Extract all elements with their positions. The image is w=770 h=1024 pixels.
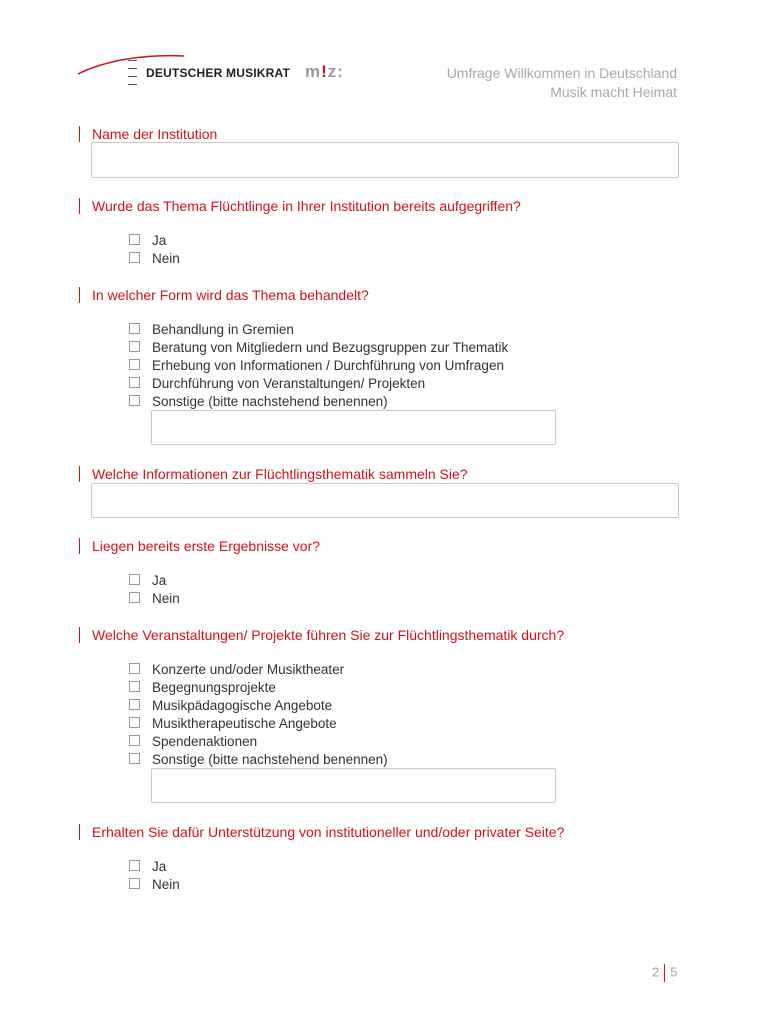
checkbox[interactable] xyxy=(129,377,140,388)
other-form-field[interactable] xyxy=(151,410,556,445)
option-item[interactable]: Musikpädagogische Angebote xyxy=(129,697,332,715)
institution-name-field[interactable] xyxy=(91,142,679,178)
org-name: DEUTSCHER MUSIKRAT xyxy=(146,66,291,80)
option-item[interactable]: Ja xyxy=(129,572,166,590)
checkbox[interactable] xyxy=(129,717,140,728)
survey-heading xyxy=(447,64,677,102)
checkbox[interactable] xyxy=(129,574,140,585)
option-item[interactable]: Spendenaktionen xyxy=(129,733,257,751)
question-title: In welcher Form wird das Thema behandelt? xyxy=(79,287,369,303)
survey-title: Umfrage Willkommen in Deutschland xyxy=(446,65,677,81)
question-title: Liegen bereits erste Ergebnisse vor? xyxy=(79,538,320,554)
musikrat-logo-bars xyxy=(128,60,138,92)
option-item[interactable]: Sonstige (bitte nachstehend benennen) xyxy=(129,751,388,769)
miz-logo: m!z: xyxy=(305,62,344,81)
page-number: 2 5 xyxy=(652,964,677,982)
checkbox[interactable] xyxy=(129,860,140,871)
option-item[interactable]: Begegnungsprojekte xyxy=(129,679,276,697)
checkbox[interactable] xyxy=(129,252,140,263)
checkbox[interactable] xyxy=(129,681,140,692)
checkbox[interactable] xyxy=(129,735,140,746)
question-title: Welche Veranstaltungen/ Projekte führen Sie zur Flüchtlingsthematik durch? xyxy=(79,627,564,643)
option-item[interactable]: Erhebung von Informationen / Durchführung von Umfragen xyxy=(129,357,504,375)
checkbox[interactable] xyxy=(129,359,140,370)
checkbox[interactable] xyxy=(129,395,140,406)
question-title: Welche Informationen zur Flüchtlingsthematik sammeln Sie? xyxy=(79,466,468,482)
checkbox[interactable] xyxy=(129,878,140,889)
page-separator xyxy=(664,964,665,982)
question-title: Name der Institution xyxy=(79,126,217,142)
page-header xyxy=(0,0,770,110)
checkbox[interactable] xyxy=(129,753,140,764)
option-item[interactable]: Ja xyxy=(129,858,166,876)
question-title: Erhalten Sie dafür Unterstützung von institutioneller und/oder privater Seite? xyxy=(79,824,564,840)
option-item[interactable]: Ja xyxy=(129,232,166,250)
option-item[interactable]: Durchführung von Veranstaltungen/ Projekten xyxy=(129,375,425,393)
information-field[interactable] xyxy=(91,483,679,518)
option-item[interactable]: Sonstige (bitte nachstehend benennen) xyxy=(129,393,388,411)
checkbox[interactable] xyxy=(129,341,140,352)
option-item[interactable]: Nein xyxy=(129,250,180,268)
survey-subtitle: Musik macht Heimat xyxy=(550,84,677,100)
checkbox[interactable] xyxy=(129,234,140,245)
checkbox[interactable] xyxy=(129,323,140,334)
checkbox[interactable] xyxy=(129,699,140,710)
question-title: Wurde das Thema Flüchtlinge in Ihrer Institution bereits aufgegriffen? xyxy=(79,198,521,214)
checkbox[interactable] xyxy=(129,663,140,674)
option-item[interactable]: Behandlung in Gremien xyxy=(129,321,294,339)
option-item[interactable]: Nein xyxy=(129,590,180,608)
option-item[interactable]: Konzerte und/oder Musiktheater xyxy=(129,661,344,679)
option-item[interactable]: Beratung von Mitgliedern und Bezugsgruppen zur Thematik xyxy=(129,339,508,357)
option-item[interactable]: Musiktherapeutische Angebote xyxy=(129,715,337,733)
other-events-field[interactable] xyxy=(151,768,556,803)
checkbox[interactable] xyxy=(129,592,140,603)
option-item[interactable]: Nein xyxy=(129,876,180,894)
